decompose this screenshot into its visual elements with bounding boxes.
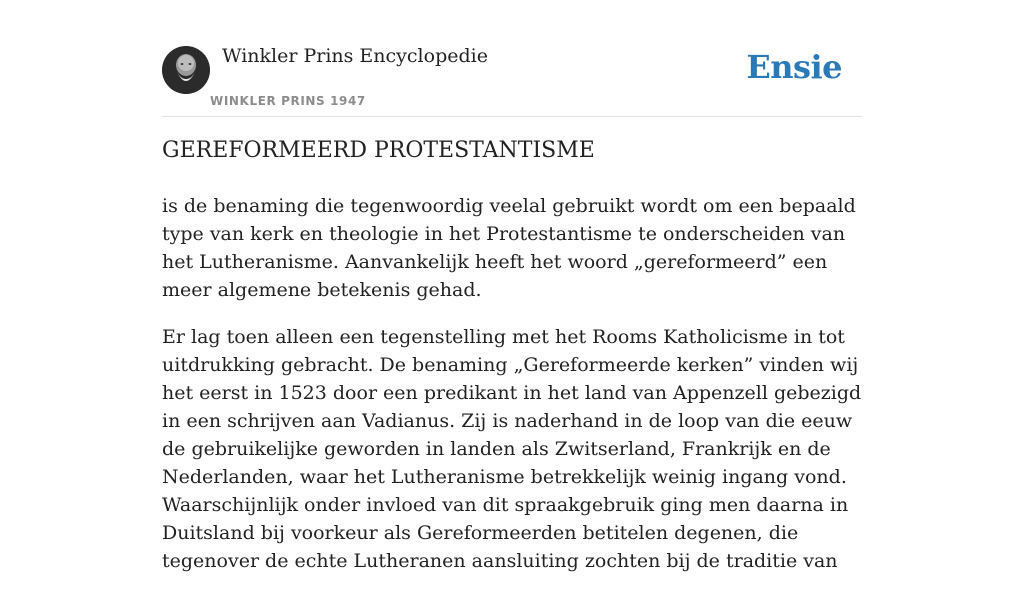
publisher-name[interactable]: Winkler Prins Encyclopedie bbox=[222, 45, 488, 67]
page bbox=[162, 0, 862, 572]
article-body bbox=[162, 192, 862, 594]
edition-label[interactable]: WINKLER PRINS 1947 bbox=[210, 94, 366, 108]
portrait-avatar-icon bbox=[162, 46, 210, 94]
header bbox=[162, 0, 862, 117]
ensie-logo[interactable]: Ensie bbox=[746, 48, 842, 86]
article-paragraph: is de benaming die tegenwoordig veelal gebruikt wordt om een bepaald type van kerk en theologie in het Protestantisme te onderscheiden van het Lutheranisme. Aanvankelijk heeft het woord „gereformeerd” een meer algemene betekenis gehad. bbox=[162, 195, 856, 301]
author-avatar[interactable] bbox=[162, 46, 210, 94]
article-title: GEREFORMEERD PROTESTANTISME bbox=[162, 138, 595, 163]
article-paragraph: Er lag toen alleen een tegenstelling met het Rooms Katholicisme in tot uitdrukking gebracht. De benaming „Gereformeerde kerken” vinden wij het eerst in 1523 door een predikant in het land van Appenzell gebezigd in een schrijven aan Vadianus. Zij is naderhand in de loop van die eeuw de gebruikelijke geworden in landen als Zwitserland, Frankrijk en de Nederlanden, waar het Lutheranisme betrekkelijk weinig ingang vond. Waarschijnlijk onder invloed van dit spraakgebruik ging men daarna in Duitsland bij voorkeur als Gereformeerden betitelen degenen, die tegenover de echte Lutheranen aansluiting zochten bij de traditie van bbox=[162, 326, 862, 572]
